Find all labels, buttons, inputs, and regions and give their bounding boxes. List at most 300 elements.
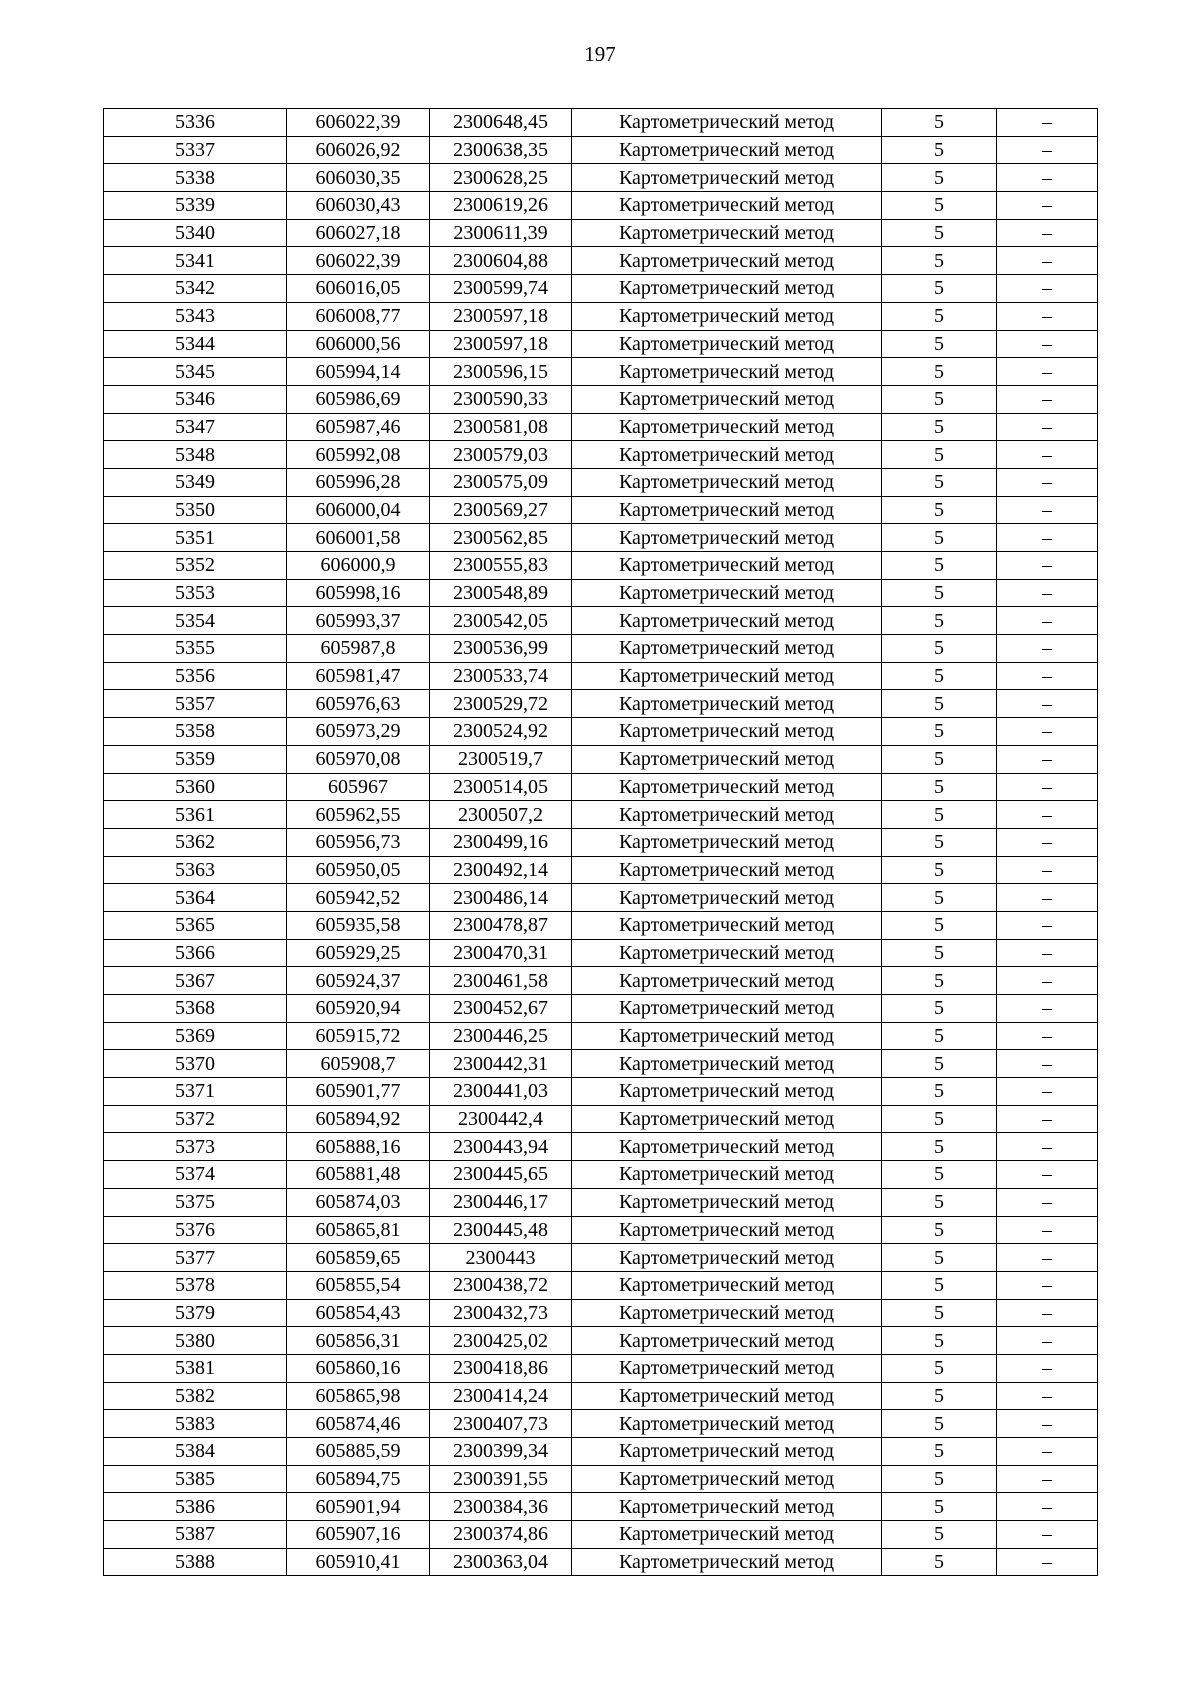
table-row xyxy=(104,1493,1098,1521)
method-cell: Картометрический метод xyxy=(572,635,882,663)
x-coordinate-cell: 605874,03 xyxy=(287,1188,430,1216)
y-coordinate-cell: 2300486,14 xyxy=(430,884,572,912)
y-coordinate-cell: 2300562,85 xyxy=(430,524,572,552)
y-coordinate-cell: 2300391,55 xyxy=(430,1465,572,1493)
method-cell: Картометрический метод xyxy=(572,1022,882,1050)
note-cell: – xyxy=(997,1465,1098,1493)
accuracy-cell: 5 xyxy=(882,662,997,690)
x-coordinate-cell: 605993,37 xyxy=(287,607,430,635)
note-cell: – xyxy=(997,1548,1098,1576)
point-number-cell: 5353 xyxy=(104,579,287,607)
table-row xyxy=(104,441,1098,469)
accuracy-cell: 5 xyxy=(882,413,997,441)
note-cell: – xyxy=(997,1105,1098,1133)
point-number-cell: 5340 xyxy=(104,219,287,247)
table-row xyxy=(104,579,1098,607)
note-cell: – xyxy=(997,579,1098,607)
table-row xyxy=(104,718,1098,746)
table-row xyxy=(104,1382,1098,1410)
x-coordinate-cell: 606008,77 xyxy=(287,302,430,330)
y-coordinate-cell: 2300519,7 xyxy=(430,745,572,773)
y-coordinate-cell: 2300445,48 xyxy=(430,1216,572,1244)
accuracy-cell: 5 xyxy=(882,1354,997,1382)
y-coordinate-cell: 2300443 xyxy=(430,1244,572,1272)
x-coordinate-cell: 605865,98 xyxy=(287,1382,430,1410)
table-row xyxy=(104,939,1098,967)
note-cell: – xyxy=(997,275,1098,303)
accuracy-cell: 5 xyxy=(882,358,997,386)
point-number-cell: 5363 xyxy=(104,856,287,884)
table-row xyxy=(104,219,1098,247)
accuracy-cell: 5 xyxy=(882,552,997,580)
x-coordinate-cell: 605885,59 xyxy=(287,1438,430,1466)
point-number-cell: 5344 xyxy=(104,330,287,358)
point-number-cell: 5345 xyxy=(104,358,287,386)
y-coordinate-cell: 2300514,05 xyxy=(430,773,572,801)
method-cell: Картометрический метод xyxy=(572,1493,882,1521)
x-coordinate-cell: 605967 xyxy=(287,773,430,801)
method-cell: Картометрический метод xyxy=(572,1327,882,1355)
y-coordinate-cell: 2300492,14 xyxy=(430,856,572,884)
accuracy-cell: 5 xyxy=(882,524,997,552)
accuracy-cell: 5 xyxy=(882,801,997,829)
method-cell: Картометрический метод xyxy=(572,1188,882,1216)
accuracy-cell: 5 xyxy=(882,385,997,413)
y-coordinate-cell: 2300445,65 xyxy=(430,1161,572,1189)
method-cell: Картометрический метод xyxy=(572,1465,882,1493)
method-cell: Картометрический метод xyxy=(572,1271,882,1299)
note-cell: – xyxy=(997,358,1098,386)
method-cell: Картометрический метод xyxy=(572,552,882,580)
accuracy-cell: 5 xyxy=(882,828,997,856)
accuracy-cell: 5 xyxy=(882,1410,997,1438)
x-coordinate-cell: 606030,35 xyxy=(287,164,430,192)
x-coordinate-cell: 606022,39 xyxy=(287,247,430,275)
y-coordinate-cell: 2300499,16 xyxy=(430,828,572,856)
accuracy-cell: 5 xyxy=(882,1022,997,1050)
x-coordinate-cell: 605942,52 xyxy=(287,884,430,912)
accuracy-cell: 5 xyxy=(882,856,997,884)
note-cell: – xyxy=(997,884,1098,912)
accuracy-cell: 5 xyxy=(882,635,997,663)
y-coordinate-cell: 2300536,99 xyxy=(430,635,572,663)
x-coordinate-cell: 605901,77 xyxy=(287,1078,430,1106)
method-cell: Картометрический метод xyxy=(572,939,882,967)
x-coordinate-cell: 605894,75 xyxy=(287,1465,430,1493)
point-number-cell: 5342 xyxy=(104,275,287,303)
note-cell: – xyxy=(997,468,1098,496)
method-cell: Картометрический метод xyxy=(572,773,882,801)
point-number-cell: 5343 xyxy=(104,302,287,330)
accuracy-cell: 5 xyxy=(882,1161,997,1189)
method-cell: Картометрический метод xyxy=(572,385,882,413)
point-number-cell: 5376 xyxy=(104,1216,287,1244)
y-coordinate-cell: 2300443,94 xyxy=(430,1133,572,1161)
y-coordinate-cell: 2300446,25 xyxy=(430,1022,572,1050)
x-coordinate-cell: 606026,92 xyxy=(287,136,430,164)
x-coordinate-cell: 605992,08 xyxy=(287,441,430,469)
method-cell: Картометрический метод xyxy=(572,468,882,496)
x-coordinate-cell: 606000,9 xyxy=(287,552,430,580)
accuracy-cell: 5 xyxy=(882,1078,997,1106)
accuracy-cell: 5 xyxy=(882,441,997,469)
x-coordinate-cell: 605987,46 xyxy=(287,413,430,441)
x-coordinate-cell: 605856,31 xyxy=(287,1327,430,1355)
coordinates-table-body xyxy=(104,109,1098,1576)
y-coordinate-cell: 2300374,86 xyxy=(430,1521,572,1549)
table-row xyxy=(104,1022,1098,1050)
y-coordinate-cell: 2300597,18 xyxy=(430,302,572,330)
note-cell: – xyxy=(997,1438,1098,1466)
note-cell: – xyxy=(997,164,1098,192)
method-cell: Картометрический метод xyxy=(572,662,882,690)
x-coordinate-cell: 605924,37 xyxy=(287,967,430,995)
point-number-cell: 5355 xyxy=(104,635,287,663)
accuracy-cell: 5 xyxy=(882,330,997,358)
method-cell: Картометрический метод xyxy=(572,247,882,275)
method-cell: Картометрический метод xyxy=(572,828,882,856)
table-row xyxy=(104,552,1098,580)
point-number-cell: 5337 xyxy=(104,136,287,164)
point-number-cell: 5346 xyxy=(104,385,287,413)
method-cell: Картометрический метод xyxy=(572,911,882,939)
note-cell: – xyxy=(997,1050,1098,1078)
method-cell: Картометрический метод xyxy=(572,219,882,247)
point-number-cell: 5349 xyxy=(104,468,287,496)
table-row xyxy=(104,1438,1098,1466)
note-cell: – xyxy=(997,1216,1098,1244)
method-cell: Картометрический метод xyxy=(572,358,882,386)
y-coordinate-cell: 2300425,02 xyxy=(430,1327,572,1355)
method-cell: Картометрический метод xyxy=(572,192,882,220)
x-coordinate-cell: 605981,47 xyxy=(287,662,430,690)
x-coordinate-cell: 605950,05 xyxy=(287,856,430,884)
table-row xyxy=(104,884,1098,912)
y-coordinate-cell: 2300507,2 xyxy=(430,801,572,829)
note-cell: – xyxy=(997,995,1098,1023)
accuracy-cell: 5 xyxy=(882,496,997,524)
y-coordinate-cell: 2300407,73 xyxy=(430,1410,572,1438)
y-coordinate-cell: 2300524,92 xyxy=(430,718,572,746)
accuracy-cell: 5 xyxy=(882,579,997,607)
table-row xyxy=(104,1244,1098,1272)
accuracy-cell: 5 xyxy=(882,164,997,192)
y-coordinate-cell: 2300628,25 xyxy=(430,164,572,192)
accuracy-cell: 5 xyxy=(882,1465,997,1493)
method-cell: Картометрический метод xyxy=(572,1244,882,1272)
table-row xyxy=(104,109,1098,137)
x-coordinate-cell: 605907,16 xyxy=(287,1521,430,1549)
method-cell: Картометрический метод xyxy=(572,1161,882,1189)
x-coordinate-cell: 605915,72 xyxy=(287,1022,430,1050)
point-number-cell: 5374 xyxy=(104,1161,287,1189)
accuracy-cell: 5 xyxy=(882,1521,997,1549)
point-number-cell: 5359 xyxy=(104,745,287,773)
method-cell: Картометрический метод xyxy=(572,579,882,607)
y-coordinate-cell: 2300529,72 xyxy=(430,690,572,718)
note-cell: – xyxy=(997,330,1098,358)
point-number-cell: 5341 xyxy=(104,247,287,275)
accuracy-cell: 5 xyxy=(882,1133,997,1161)
table-row xyxy=(104,524,1098,552)
y-coordinate-cell: 2300442,4 xyxy=(430,1105,572,1133)
y-coordinate-cell: 2300590,33 xyxy=(430,385,572,413)
y-coordinate-cell: 2300575,09 xyxy=(430,468,572,496)
y-coordinate-cell: 2300414,24 xyxy=(430,1382,572,1410)
table-row xyxy=(104,690,1098,718)
note-cell: – xyxy=(997,247,1098,275)
y-coordinate-cell: 2300597,18 xyxy=(430,330,572,358)
accuracy-cell: 5 xyxy=(882,1299,997,1327)
table-row xyxy=(104,828,1098,856)
point-number-cell: 5367 xyxy=(104,967,287,995)
method-cell: Картометрический метод xyxy=(572,302,882,330)
method-cell: Картометрический метод xyxy=(572,109,882,137)
y-coordinate-cell: 2300596,15 xyxy=(430,358,572,386)
table-row xyxy=(104,856,1098,884)
point-number-cell: 5388 xyxy=(104,1548,287,1576)
accuracy-cell: 5 xyxy=(882,1244,997,1272)
note-cell: – xyxy=(997,1188,1098,1216)
accuracy-cell: 5 xyxy=(882,275,997,303)
point-number-cell: 5375 xyxy=(104,1188,287,1216)
method-cell: Картометрический метод xyxy=(572,690,882,718)
method-cell: Картометрический метод xyxy=(572,1438,882,1466)
method-cell: Картометрический метод xyxy=(572,275,882,303)
point-number-cell: 5380 xyxy=(104,1327,287,1355)
point-number-cell: 5381 xyxy=(104,1354,287,1382)
note-cell: – xyxy=(997,1271,1098,1299)
method-cell: Картометрический метод xyxy=(572,164,882,192)
point-number-cell: 5339 xyxy=(104,192,287,220)
note-cell: – xyxy=(997,911,1098,939)
x-coordinate-cell: 606030,43 xyxy=(287,192,430,220)
table-row xyxy=(104,745,1098,773)
point-number-cell: 5350 xyxy=(104,496,287,524)
note-cell: – xyxy=(997,524,1098,552)
point-number-cell: 5372 xyxy=(104,1105,287,1133)
accuracy-cell: 5 xyxy=(882,995,997,1023)
x-coordinate-cell: 605976,63 xyxy=(287,690,430,718)
note-cell: – xyxy=(997,967,1098,995)
accuracy-cell: 5 xyxy=(882,745,997,773)
x-coordinate-cell: 605986,69 xyxy=(287,385,430,413)
y-coordinate-cell: 2300555,83 xyxy=(430,552,572,580)
y-coordinate-cell: 2300470,31 xyxy=(430,939,572,967)
note-cell: – xyxy=(997,1493,1098,1521)
point-number-cell: 5371 xyxy=(104,1078,287,1106)
point-number-cell: 5358 xyxy=(104,718,287,746)
point-number-cell: 5377 xyxy=(104,1244,287,1272)
x-coordinate-cell: 606016,05 xyxy=(287,275,430,303)
table-row xyxy=(104,1299,1098,1327)
accuracy-cell: 5 xyxy=(882,219,997,247)
point-number-cell: 5336 xyxy=(104,109,287,137)
y-coordinate-cell: 2300619,26 xyxy=(430,192,572,220)
x-coordinate-cell: 606000,56 xyxy=(287,330,430,358)
table-row xyxy=(104,995,1098,1023)
table-row xyxy=(104,275,1098,303)
method-cell: Картометрический метод xyxy=(572,607,882,635)
table-row xyxy=(104,192,1098,220)
x-coordinate-cell: 606022,39 xyxy=(287,109,430,137)
accuracy-cell: 5 xyxy=(882,773,997,801)
note-cell: – xyxy=(997,635,1098,663)
table-row xyxy=(104,1521,1098,1549)
x-coordinate-cell: 605881,48 xyxy=(287,1161,430,1189)
accuracy-cell: 5 xyxy=(882,1327,997,1355)
note-cell: – xyxy=(997,1161,1098,1189)
method-cell: Картометрический метод xyxy=(572,995,882,1023)
method-cell: Картометрический метод xyxy=(572,884,882,912)
point-number-cell: 5360 xyxy=(104,773,287,801)
point-number-cell: 5387 xyxy=(104,1521,287,1549)
x-coordinate-cell: 605998,16 xyxy=(287,579,430,607)
y-coordinate-cell: 2300438,72 xyxy=(430,1271,572,1299)
table-row xyxy=(104,1354,1098,1382)
y-coordinate-cell: 2300599,74 xyxy=(430,275,572,303)
method-cell: Картометрический метод xyxy=(572,718,882,746)
method-cell: Картометрический метод xyxy=(572,330,882,358)
note-cell: – xyxy=(997,801,1098,829)
method-cell: Картометрический метод xyxy=(572,524,882,552)
note-cell: – xyxy=(997,773,1098,801)
note-cell: – xyxy=(997,496,1098,524)
x-coordinate-cell: 605994,14 xyxy=(287,358,430,386)
point-number-cell: 5365 xyxy=(104,911,287,939)
x-coordinate-cell: 606000,04 xyxy=(287,496,430,524)
point-number-cell: 5352 xyxy=(104,552,287,580)
x-coordinate-cell: 605908,7 xyxy=(287,1050,430,1078)
accuracy-cell: 5 xyxy=(882,911,997,939)
table-row xyxy=(104,358,1098,386)
point-number-cell: 5366 xyxy=(104,939,287,967)
note-cell: – xyxy=(997,828,1098,856)
y-coordinate-cell: 2300418,86 xyxy=(430,1354,572,1382)
method-cell: Картометрический метод xyxy=(572,967,882,995)
table-row xyxy=(104,247,1098,275)
y-coordinate-cell: 2300548,89 xyxy=(430,579,572,607)
table-row xyxy=(104,164,1098,192)
note-cell: – xyxy=(997,219,1098,247)
page-number: 197 xyxy=(584,42,616,66)
note-cell: – xyxy=(997,1354,1098,1382)
table-row xyxy=(104,801,1098,829)
x-coordinate-cell: 605987,8 xyxy=(287,635,430,663)
point-number-cell: 5373 xyxy=(104,1133,287,1161)
note-cell: – xyxy=(997,1299,1098,1327)
point-number-cell: 5385 xyxy=(104,1465,287,1493)
table-row xyxy=(104,967,1098,995)
table-row xyxy=(104,1050,1098,1078)
y-coordinate-cell: 2300611,39 xyxy=(430,219,572,247)
note-cell: – xyxy=(997,856,1098,884)
note-cell: – xyxy=(997,690,1098,718)
method-cell: Картометрический метод xyxy=(572,801,882,829)
table-row xyxy=(104,773,1098,801)
note-cell: – xyxy=(997,385,1098,413)
point-number-cell: 5351 xyxy=(104,524,287,552)
table-row xyxy=(104,635,1098,663)
point-number-cell: 5361 xyxy=(104,801,287,829)
accuracy-cell: 5 xyxy=(882,1438,997,1466)
note-cell: – xyxy=(997,552,1098,580)
x-coordinate-cell: 606001,58 xyxy=(287,524,430,552)
method-cell: Картометрический метод xyxy=(572,1548,882,1576)
note-cell: – xyxy=(997,109,1098,137)
method-cell: Картометрический метод xyxy=(572,1078,882,1106)
accuracy-cell: 5 xyxy=(882,302,997,330)
table-row xyxy=(104,1078,1098,1106)
accuracy-cell: 5 xyxy=(882,607,997,635)
point-number-cell: 5370 xyxy=(104,1050,287,1078)
method-cell: Картометрический метод xyxy=(572,1410,882,1438)
method-cell: Картометрический метод xyxy=(572,1354,882,1382)
accuracy-cell: 5 xyxy=(882,1050,997,1078)
point-number-cell: 5356 xyxy=(104,662,287,690)
x-coordinate-cell: 605996,28 xyxy=(287,468,430,496)
accuracy-cell: 5 xyxy=(882,1216,997,1244)
x-coordinate-cell: 605888,16 xyxy=(287,1133,430,1161)
table-row xyxy=(104,1271,1098,1299)
table-row xyxy=(104,330,1098,358)
x-coordinate-cell: 605894,92 xyxy=(287,1105,430,1133)
accuracy-cell: 5 xyxy=(882,1271,997,1299)
point-number-cell: 5347 xyxy=(104,413,287,441)
table-row xyxy=(104,662,1098,690)
method-cell: Картометрический метод xyxy=(572,856,882,884)
x-coordinate-cell: 605956,73 xyxy=(287,828,430,856)
point-number-cell: 5383 xyxy=(104,1410,287,1438)
point-number-cell: 5386 xyxy=(104,1493,287,1521)
x-coordinate-cell: 605910,41 xyxy=(287,1548,430,1576)
y-coordinate-cell: 2300461,58 xyxy=(430,967,572,995)
table-row xyxy=(104,1465,1098,1493)
note-cell: – xyxy=(997,1078,1098,1106)
table-row xyxy=(104,1161,1098,1189)
note-cell: – xyxy=(997,302,1098,330)
accuracy-cell: 5 xyxy=(882,1493,997,1521)
y-coordinate-cell: 2300542,05 xyxy=(430,607,572,635)
x-coordinate-cell: 605935,58 xyxy=(287,911,430,939)
method-cell: Картометрический метод xyxy=(572,1133,882,1161)
point-number-cell: 5338 xyxy=(104,164,287,192)
coordinates-table xyxy=(103,108,1098,1576)
accuracy-cell: 5 xyxy=(882,967,997,995)
y-coordinate-cell: 2300604,88 xyxy=(430,247,572,275)
y-coordinate-cell: 2300432,73 xyxy=(430,1299,572,1327)
table-row xyxy=(104,1216,1098,1244)
point-number-cell: 5362 xyxy=(104,828,287,856)
x-coordinate-cell: 605865,81 xyxy=(287,1216,430,1244)
table-row xyxy=(104,496,1098,524)
note-cell: – xyxy=(997,1022,1098,1050)
method-cell: Картометрический метод xyxy=(572,1382,882,1410)
note-cell: – xyxy=(997,1327,1098,1355)
accuracy-cell: 5 xyxy=(882,939,997,967)
table-row xyxy=(104,911,1098,939)
table-row xyxy=(104,413,1098,441)
table-row xyxy=(104,1188,1098,1216)
table-row xyxy=(104,468,1098,496)
method-cell: Картометрический метод xyxy=(572,136,882,164)
y-coordinate-cell: 2300533,74 xyxy=(430,662,572,690)
point-number-cell: 5368 xyxy=(104,995,287,1023)
note-cell: – xyxy=(997,607,1098,635)
x-coordinate-cell: 605901,94 xyxy=(287,1493,430,1521)
table-row xyxy=(104,1548,1098,1576)
point-number-cell: 5348 xyxy=(104,441,287,469)
